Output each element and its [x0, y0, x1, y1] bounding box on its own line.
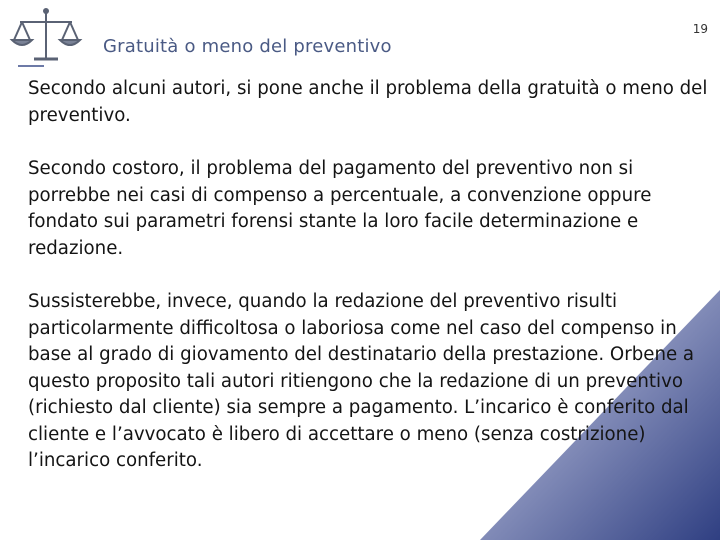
page-number: 19 [692, 22, 708, 36]
scales-of-justice-icon [8, 6, 84, 68]
slide-body [28, 76, 708, 502]
paragraph: Sussisterebbe, invece, quando la redazione del preventivo risulti particolarmente difficoltosa o laboriosa come nel caso del compenso in base al grado di giovamento del destinatario della prestazione. Orbene a questo proposito tali autori ritiengono che la redazione di un preventivo (richiesto dal cliente) sia sempre a pagamento. L’incarico è conferito dal cliente e l’avvocato è libero di accettare o meno (senza costrizione) l’incarico conferito. [28, 291, 695, 471]
paragraph: Secondo costoro, il problema del pagamento del preventivo non si porrebbe nei casi di compenso a percentuale, a convenzione oppure fondato sui parametri forensi stante la loro facile determinazione e redazione. [28, 158, 652, 259]
slide-title: Gratuità o meno del preventivo [103, 36, 392, 57]
paragraph: Secondo alcuni autori, si pone anche il problema della gratuità o meno del preventivo. [28, 78, 708, 126]
